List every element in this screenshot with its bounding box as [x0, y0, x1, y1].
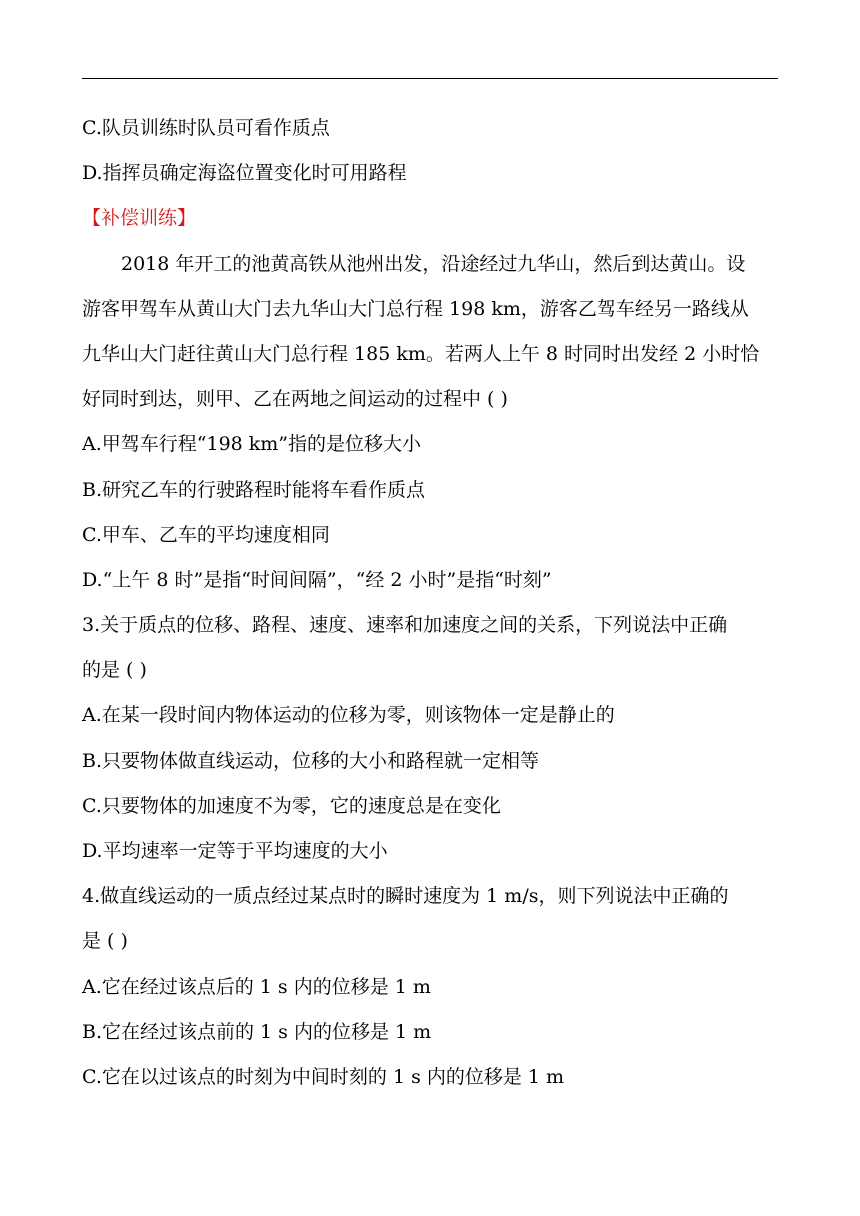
option-c-line: C.它在以过该点的时刻为中间时刻的 1 s 内的位移是 1 m — [82, 1065, 565, 1088]
question-4-stem: 4.做直线运动的一质点经过某点时的瞬时速度为 1 m/s，则下列说法中正确的 — [82, 885, 729, 908]
document-body — [82, 106, 782, 1100]
question-3-stem: 3.关于质点的位移、路程、速度、速率和加速度之间的关系，下列说法中正确 — [82, 614, 728, 637]
option-c-line: C.队员训练时队员可看作质点 — [82, 117, 330, 139]
option-d-line: D.“上午 8 时”是指“时间间隔”，“经 2 小时”是指“时刻” — [82, 568, 552, 591]
option-c-line: C.只要物体的加速度不为零，它的速度总是在变化 — [82, 794, 501, 817]
option-c-line: C.甲车、乙车的平均速度相同 — [82, 523, 330, 546]
question-3-stem: 的是 ( ) — [82, 659, 147, 682]
option-b-line: B.它在经过该点前的 1 s 内的位移是 1 m — [82, 1020, 432, 1043]
question-paragraph-line: 九华山大门赶往黄山大门总行程 185 km。若两人上午 8 时同时出发经 2 小时恰 — [82, 342, 760, 365]
question-4-stem: 是 ( ) — [82, 930, 128, 953]
option-b-line: B.只要物体做直线运动，位移的大小和路程就一定相等 — [82, 749, 540, 772]
option-a-line: A.它在经过该点后的 1 s 内的位移是 1 m — [82, 975, 431, 998]
option-d-line: D.指挥员确定海盗位置变化时可用路程 — [82, 162, 407, 185]
question-paragraph-line: 好同时到达，则甲、乙在两地之间运动的过程中 ( ) — [82, 388, 508, 411]
option-a-line: A.甲驾车行程“198 km”指的是位移大小 — [82, 433, 422, 456]
header-rule — [82, 78, 778, 79]
option-a-line: A.在某一段时间内物体运动的位移为零，则该物体一定是静止的 — [82, 704, 615, 727]
option-b-line: B.研究乙车的行驶路程时能将车看作质点 — [82, 478, 426, 501]
question-paragraph-line: 游客甲驾车从黄山大门去九华山大门总行程 198 km，游客乙驾车经另一路线从 — [82, 297, 749, 320]
section-tag-compensation-training: 【补偿训练】 — [82, 207, 197, 230]
option-d-line: D.平均速率一定等于平均速度的大小 — [82, 840, 388, 862]
question-paragraph-line: 2018 年开工的池黄高铁从池州出发，沿途经过九华山，然后到达黄山。设 — [121, 252, 746, 275]
